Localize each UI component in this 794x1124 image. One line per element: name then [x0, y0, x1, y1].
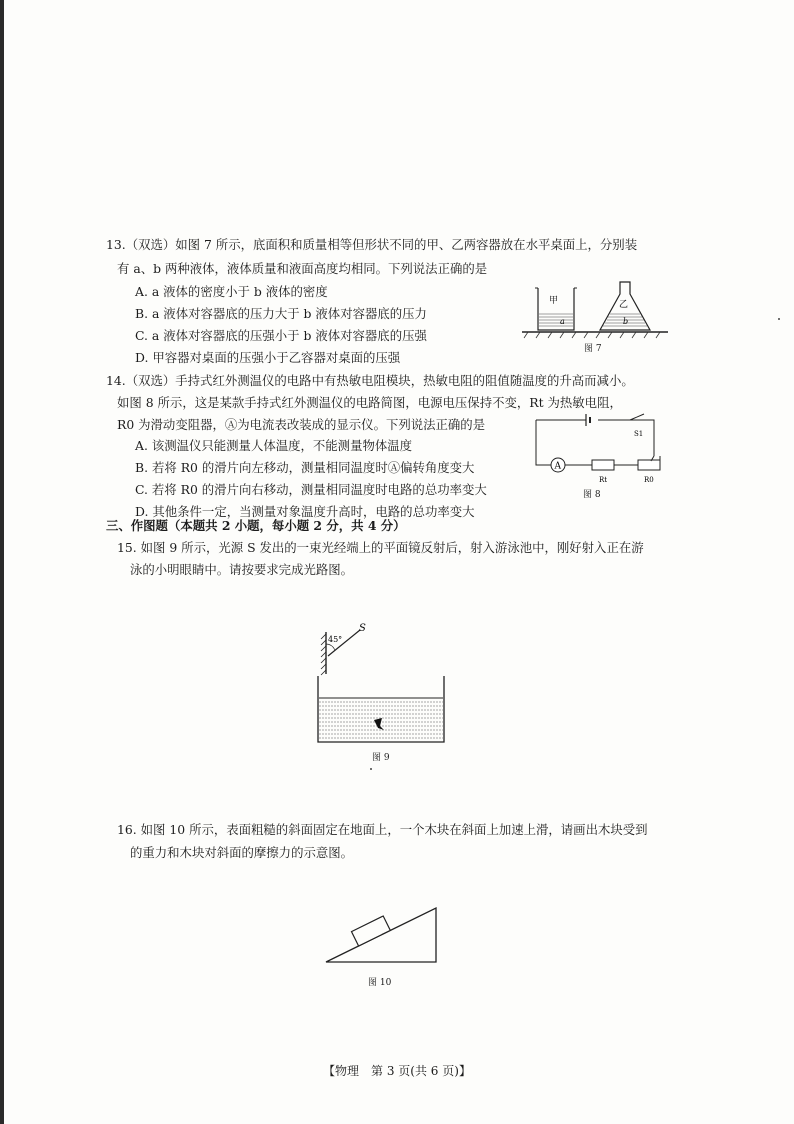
page-left-edge [0, 0, 4, 1124]
figure-7-caption: 图 7 [584, 344, 602, 354]
label-b: b [623, 317, 629, 326]
figure-9-pool [312, 622, 452, 744]
label-rt: Rt [599, 476, 608, 484]
mirror-hatching [321, 634, 326, 675]
q14-stem-line-1: 14.（双选）手持式红外测温仪的电路中有热敏电阻模块，热敏电阻的阻值随温度的升高而减小。 [106, 373, 634, 388]
container-jia [538, 288, 574, 330]
q14-option-c: C. 若将 R0 的滑片向右移动，测量相同温度时电路的总功率变大 [135, 482, 487, 497]
wooden-block [352, 916, 391, 946]
liquid-a [539, 314, 573, 326]
figure-8-circuit [530, 412, 670, 490]
q14-stem-line-3: R0 为滑动变阻器，Ⓐ为电流表改装成的显示仪。下列说法正确的是 [117, 417, 486, 432]
q14-stem-line-2: 如图 8 所示，这是某款手持式红外测温仪的电路简图，电源电压保持不变，Rt 为热敏电阻， [117, 395, 622, 410]
thermistor-rt [592, 460, 614, 470]
figure-8-caption: 图 8 [583, 490, 601, 500]
q15-stem-line-2: 泳的小明眼睛中。请按要求完成光路图。 [130, 562, 354, 577]
section-3-title: 三、作图题（本题共 2 小题，每小题 2 分，共 4 分） [106, 518, 406, 533]
q13-stem-line-1: 13.（双选）如图 7 所示，底面积和质量相等但形状不同的甲、乙两容器放在水平桌面上，分别装 [106, 237, 638, 252]
figure-7-containers [518, 276, 672, 346]
switch-s1 [630, 414, 644, 420]
q16-stem-line-2: 的重力和木块对斜面的摩擦力的示意图。 [130, 845, 354, 860]
angle-arc [326, 644, 335, 650]
light-source-s: S [359, 623, 366, 634]
q13-option-c: C. a 液体对容器底的压强小于 b 液体对容器底的压强 [135, 328, 427, 343]
page-footer: 【物理 第 3 页(共 6 页)】 [323, 1064, 471, 1078]
rheostat-r0 [638, 460, 660, 470]
q15-stem-line-1: 15. 如图 9 所示，光源 S 发出的一束光经端上的平面镜反射后，射入游泳池中，刚好射入正在游 [117, 540, 644, 555]
q14-option-b: B. 若将 R0 的滑片向左移动，测量相同温度时Ⓐ偏转角度变大 [135, 460, 475, 475]
q13-option-a: A. a 液体的密度小于 b 液体的密度 [135, 284, 328, 299]
q16-stem-line-1: 16. 如图 10 所示，表面粗糙的斜面固定在地面上，一个木块在斜面上加速上滑，请画出木块受到 [117, 822, 648, 837]
angle-label: 45° [328, 635, 343, 644]
label-yi: 乙 [619, 300, 629, 310]
table-hatching [524, 332, 660, 338]
figure-10-incline [322, 900, 440, 966]
label-a: a [560, 317, 565, 326]
q13-stem-line-2: 有 a、b 两种液体，液体质量和液面高度均相同。下列说法正确的是 [117, 261, 488, 276]
circuit-wires [536, 420, 660, 465]
q13-option-b: B. a 液体对容器底的压力大于 b 液体对容器底的压力 [135, 306, 427, 321]
label-r0: R0 [644, 476, 654, 484]
scan-speck [370, 768, 372, 770]
label-ammeter: A [554, 461, 561, 472]
q13-option-d: D. 甲容器对桌面的压强小于乙容器对桌面的压强 [135, 350, 401, 365]
q14-option-a: A. 该测温仪只能测量人体温度，不能测量物体温度 [135, 438, 413, 453]
pool-walls [318, 676, 444, 742]
label-jia: 甲 [549, 296, 559, 306]
label-s1: S1 [634, 430, 644, 438]
swimmer-eye [374, 718, 384, 730]
figure-9-caption: 图 9 [372, 753, 390, 763]
q14-option-d: D. 其他条件一定，当测量对象温度升高时，电路的总功率变大 [135, 504, 475, 519]
scan-speck [778, 318, 780, 320]
figure-10-caption: 图 10 [368, 978, 392, 988]
